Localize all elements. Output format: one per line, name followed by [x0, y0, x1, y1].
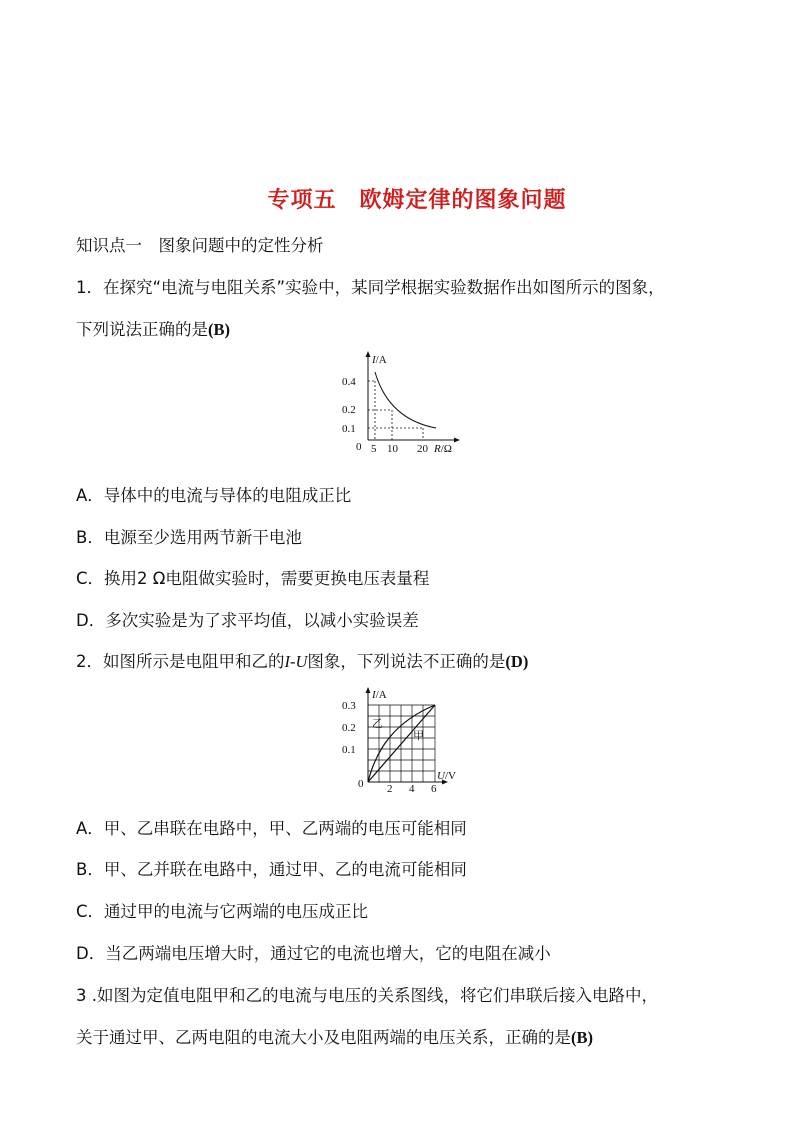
q1-y-tick: 0.2: [342, 404, 356, 416]
q1-option-c: C．换用2 Ω电阻做实验时，需要更换电压表量程: [76, 569, 430, 588]
q2-option-a: A．甲、乙串联在电路中，甲、乙两端的电压可能相同: [76, 819, 467, 838]
q2-x-label: U/V: [437, 770, 456, 782]
q3-answer: (B): [571, 1028, 593, 1047]
q1-option-b: B．电源至少选用两节新干电池: [76, 528, 302, 547]
q1-stem-line2: [76, 316, 230, 340]
q2-y-tick: 0.1: [342, 744, 356, 756]
q2-y-label: I/A: [372, 689, 387, 701]
q2-stem-text: 2．如图所示是电阻甲和乙的: [76, 652, 285, 671]
q1-origin: 0: [356, 441, 362, 453]
q2-stem-rest: 图象，下列说法不正确的是: [307, 652, 506, 671]
q1-x-tick: 20: [417, 443, 428, 455]
q1-y-label: I/A: [372, 354, 387, 366]
q2-y-tick: 0.2: [342, 722, 356, 734]
section-heading: 知识点一 图象问题中的定性分析: [76, 236, 324, 255]
q2-option-b: B．甲、乙并联在电路中，通过甲、乙的电流可能相同: [76, 860, 467, 879]
q1-x-label: R/Ω: [434, 443, 452, 455]
q2-y-tick: 0.3: [342, 700, 356, 712]
q2-label-jia: 甲: [413, 729, 424, 742]
q1-curve: [375, 372, 436, 428]
q1-option-a: A．导体中的电流与导体的电阻成正比: [76, 486, 352, 505]
q2-label-yi: 乙: [372, 717, 383, 730]
q2-x-tick: 2: [387, 783, 393, 795]
q1-stem-text: 下列说法正确的是: [76, 320, 208, 339]
q2-stem-var: I-U: [284, 652, 308, 671]
q3-stem-line1: 3 .如图为定值电阻甲和乙的电流与电压的关系图线，将它们串联后接入电路中，: [76, 986, 658, 1005]
q1-graph: [336, 350, 466, 458]
q2-origin: 0: [358, 778, 364, 790]
q1-stem-line1: 1．在探究“电流与电阻关系”实验中，某同学根据实验数据作出如图所示的图象，: [76, 278, 665, 297]
q1-x-tick: 5: [371, 443, 377, 455]
q2-graph: [336, 686, 466, 798]
q1-y-tick: 0.1: [342, 423, 356, 435]
q3-stem-text: 关于通过甲、乙两电阻的电流大小及电阻两端的电压关系，正确的是: [76, 1028, 571, 1047]
q1-answer: (B): [208, 320, 230, 339]
q1-y-tick: 0.4: [342, 376, 356, 388]
q3-stem-line2: [76, 1024, 593, 1048]
q2-option-d: D．当乙两端电压增大时，通过它的电流也增大，它的电阻在减小: [76, 944, 551, 963]
q1-x-tick: 10: [387, 443, 398, 455]
q2-x-tick: 6: [431, 783, 437, 795]
page-title: 专项五 欧姆定律的图象问题: [267, 188, 567, 213]
q1-option-d: D．多次实验是为了求平均值，以减小实验误差: [76, 611, 419, 630]
q2-option-c: C．通过甲的电流与它两端的电压成正比: [76, 902, 369, 921]
q2-stem: [76, 648, 528, 672]
q2-answer: (D): [505, 652, 529, 671]
q2-x-tick: 4: [409, 783, 415, 795]
